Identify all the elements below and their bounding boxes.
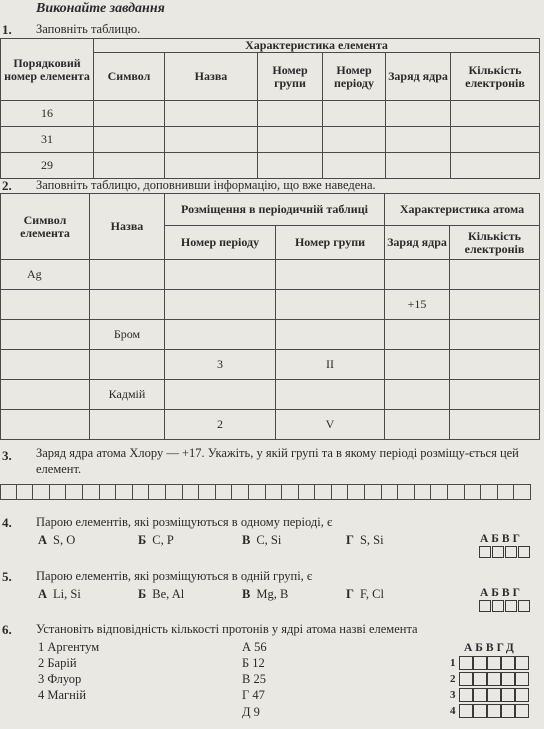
t2-cell[interactable]: Ag — [1, 260, 90, 290]
t1-cell[interactable] — [165, 153, 258, 179]
matrix-cell[interactable] — [459, 688, 473, 702]
task2-table — [0, 193, 540, 440]
matrix-row — [450, 703, 529, 719]
task5-option-c[interactable] — [242, 587, 288, 602]
t2-cell[interactable]: +15 — [385, 290, 450, 320]
answer-cell[interactable] — [448, 484, 465, 500]
task4-number: 4. — [2, 515, 12, 530]
matrix-row-number: 2 — [450, 673, 456, 685]
option-letter: В — [242, 533, 251, 547]
task4-option-b[interactable] — [138, 533, 174, 548]
matrix-cell[interactable] — [515, 672, 529, 686]
matrix-cell[interactable] — [501, 688, 515, 702]
task3-number: 3. — [2, 448, 12, 463]
t2-cell[interactable]: Кадмій — [90, 380, 165, 410]
task5-option-a[interactable] — [38, 587, 81, 602]
answer-cell[interactable] — [0, 484, 17, 500]
answer-cell[interactable] — [514, 484, 531, 500]
t2-cell[interactable] — [90, 410, 165, 440]
t2-cell[interactable] — [1, 320, 90, 350]
answer-cell[interactable] — [216, 484, 233, 500]
t2-cell[interactable] — [1, 410, 90, 440]
t2-col-charge: Заряд ядра — [385, 226, 450, 260]
answer-cell[interactable] — [166, 484, 183, 500]
matrix-cell[interactable] — [459, 656, 473, 670]
t1-cell[interactable] — [94, 101, 165, 127]
answer-cell[interactable] — [199, 484, 216, 500]
t1-cell[interactable] — [323, 101, 386, 127]
table-row — [1, 410, 540, 440]
t2-cell[interactable] — [450, 350, 540, 380]
matrix-cell[interactable] — [473, 656, 487, 670]
table-row — [1, 290, 540, 320]
answer-cell[interactable] — [83, 484, 100, 500]
matrix-cell[interactable] — [459, 672, 473, 686]
answer-cell[interactable] — [100, 484, 117, 500]
matrix-cell[interactable] — [473, 688, 487, 702]
t2-col-name: Назва — [90, 194, 165, 260]
matrix-cell[interactable] — [501, 704, 515, 718]
t2-cell[interactable] — [1, 290, 90, 320]
t2-cell[interactable]: II — [276, 350, 385, 380]
table-row — [1, 127, 540, 153]
option-letter: А — [38, 587, 48, 601]
t2-cell[interactable]: 3 — [165, 350, 276, 380]
task6-text: Установіть відповідність кількості протонів у ядрі атома назві елемента — [36, 622, 418, 636]
table-row — [1, 260, 540, 290]
matrix-row — [450, 687, 529, 703]
t2-cell[interactable] — [450, 320, 540, 350]
task6-number: 6. — [2, 622, 12, 637]
t1-cell[interactable] — [94, 153, 165, 179]
option-text: C, Si — [256, 533, 282, 547]
matrix-cell[interactable] — [501, 672, 515, 686]
page-title: Виконайте завдання — [36, 1, 165, 16]
answer-cell[interactable] — [365, 484, 382, 500]
answer-cell[interactable] — [348, 484, 365, 500]
table-row — [1, 101, 540, 127]
t2-cell[interactable] — [90, 260, 165, 290]
matrix-cell[interactable] — [487, 672, 501, 686]
task3-text: Заряд ядра атома Хлору — +17. Укажіть, у якій групі та в якому періоді розміщу-ється цей елемент. — [36, 446, 519, 476]
option-letter: Г — [346, 587, 354, 601]
t2-cell[interactable]: 2 — [165, 410, 276, 440]
t1-cell[interactable] — [386, 101, 451, 127]
t2-cell[interactable] — [1, 380, 90, 410]
matrix-cell[interactable] — [473, 704, 487, 718]
task4-option-c[interactable] — [242, 533, 281, 548]
t2-cell[interactable]: Бром — [90, 320, 165, 350]
task1-number: 1. — [2, 22, 12, 37]
t2-cell[interactable] — [1, 350, 90, 380]
answer-cell[interactable] — [17, 484, 34, 500]
task4-option-a[interactable] — [38, 533, 75, 548]
matrix-cell[interactable] — [515, 688, 529, 702]
answer-cell[interactable] — [66, 484, 83, 500]
t1-cell[interactable] — [165, 101, 258, 127]
t1-col-electrons: Кількість електронів — [451, 53, 540, 101]
task2-number: 2. — [2, 178, 12, 193]
task6-left-item: 1 Аргентум — [38, 640, 100, 654]
task4-answer-letters: АБВГ — [480, 533, 523, 545]
answer-cell[interactable] — [249, 484, 266, 500]
t2-cell[interactable] — [450, 290, 540, 320]
option-text: S, Si — [359, 533, 384, 547]
matrix-cell[interactable] — [487, 688, 501, 702]
t1-ordinal-cell[interactable]: 31 — [1, 127, 94, 153]
task5-answer-letters: АБВГ — [480, 587, 523, 599]
answer-cell[interactable] — [398, 484, 415, 500]
task3-answer-grid[interactable] — [0, 484, 531, 500]
answer-cell[interactable] — [149, 484, 166, 500]
t1-cell[interactable] — [451, 101, 540, 127]
matrix-cell[interactable] — [487, 656, 501, 670]
table-row — [1, 320, 540, 350]
t1-col-ordinal: Порядковий номер елемента — [1, 39, 94, 101]
t2-cell[interactable] — [385, 260, 450, 290]
t2-cell[interactable] — [385, 350, 450, 380]
task5-option-d[interactable] — [346, 587, 384, 602]
option-text: Mg, B — [256, 587, 289, 601]
t1-cell[interactable] — [258, 153, 323, 179]
option-text: C, P — [152, 533, 174, 547]
answer-cell[interactable] — [382, 484, 399, 500]
task6-left-item: 3 Флуор — [38, 672, 82, 686]
option-letter: Б — [138, 587, 147, 601]
matrix-cell[interactable] — [487, 704, 501, 718]
t2-col-symbol: Символ елемента — [1, 194, 90, 260]
t1-ordinal-cell[interactable]: 29 — [1, 153, 94, 179]
t2-cell[interactable] — [90, 290, 165, 320]
answer-cell[interactable] — [133, 484, 150, 500]
t1-col-group: Номер групи — [258, 53, 323, 101]
task1-text: Заповніть таблицю. — [36, 22, 141, 36]
t2-cell[interactable] — [90, 350, 165, 380]
option-text: Be, Al — [152, 587, 185, 601]
t2-cell[interactable] — [385, 410, 450, 440]
t2-group-char: Характеристика атома — [385, 194, 540, 226]
task2-text: Заповніть таблицю, доповнивши інформацію, що вже наведена. — [36, 178, 376, 192]
task5-text: Парою елементів, які розміщуються в одній групі, є — [36, 569, 313, 583]
t1-header-group: Характеристика елемента — [94, 39, 540, 53]
answer-cell[interactable] — [465, 484, 482, 500]
answer-cell[interactable] — [332, 484, 349, 500]
t2-cell[interactable] — [165, 290, 276, 320]
t2-cell[interactable] — [276, 320, 385, 350]
option-text: F, Cl — [359, 587, 384, 601]
matrix-cell[interactable] — [473, 672, 487, 686]
t1-cell[interactable] — [258, 127, 323, 153]
t1-col-period: Номер періоду — [323, 53, 386, 101]
task6-answer-matrix[interactable] — [450, 655, 529, 719]
task6-right-item: Д 9 — [242, 705, 260, 719]
answer-cell[interactable] — [299, 484, 316, 500]
t2-cell[interactable] — [385, 380, 450, 410]
t1-cell[interactable] — [323, 153, 386, 179]
option-letter: В — [242, 587, 251, 601]
t2-cell[interactable]: V — [276, 410, 385, 440]
t1-cell[interactable] — [323, 127, 386, 153]
answer-cell[interactable] — [282, 484, 299, 500]
t2-cell[interactable] — [276, 290, 385, 320]
t2-cell[interactable] — [450, 260, 540, 290]
task6-left-item: 2 Барій — [38, 656, 77, 670]
t1-col-charge: Заряд ядра — [386, 53, 451, 101]
answer-cell[interactable] — [183, 484, 200, 500]
t1-cell[interactable] — [451, 153, 540, 179]
t2-cell[interactable] — [276, 380, 385, 410]
matrix-cell[interactable] — [501, 656, 515, 670]
table-row — [1, 350, 540, 380]
t2-col-period: Номер періоду — [165, 226, 276, 260]
t1-cell[interactable] — [165, 127, 258, 153]
answer-cell[interactable] — [266, 484, 283, 500]
t2-group-position: Розміщення в періодичній таблиці — [165, 194, 385, 226]
t1-col-symbol: Символ — [94, 53, 165, 101]
matrix-row — [450, 655, 529, 671]
task6-left-item: 4 Магній — [38, 688, 87, 702]
matrix-cell[interactable] — [515, 704, 529, 718]
table-row — [1, 153, 540, 179]
option-text: Li, Si — [53, 587, 81, 601]
option-letter: Б — [138, 533, 147, 547]
task6-right-item: Г 47 — [242, 688, 265, 702]
t1-col-name: Назва — [165, 53, 258, 101]
task5-number: 5. — [2, 569, 12, 584]
matrix-row-number: 4 — [450, 705, 456, 717]
t1-cell[interactable] — [386, 127, 451, 153]
t2-cell[interactable] — [450, 380, 540, 410]
table-row — [1, 380, 540, 410]
t2-cell[interactable] — [165, 320, 276, 350]
answer-cell[interactable] — [116, 484, 133, 500]
task5-option-b[interactable] — [138, 587, 184, 602]
answer-cell[interactable] — [232, 484, 249, 500]
task1-table — [0, 38, 540, 179]
t2-cell[interactable] — [385, 320, 450, 350]
t2-cell[interactable] — [165, 260, 276, 290]
answer-cell[interactable] — [415, 484, 432, 500]
task6-right-item: А 56 — [242, 640, 267, 654]
t1-ordinal-cell[interactable]: 16 — [1, 101, 94, 127]
task6-answer-letters: АБВГД — [464, 642, 517, 654]
t1-cell[interactable] — [258, 101, 323, 127]
task5-answer-boxes[interactable] — [479, 600, 531, 612]
option-letter: А — [38, 533, 48, 547]
t2-cell[interactable] — [276, 260, 385, 290]
matrix-row — [450, 671, 529, 687]
option-letter: Г — [346, 533, 354, 547]
t2-col-group: Номер групи — [276, 226, 385, 260]
task6-right-item: Б 12 — [242, 656, 265, 670]
matrix-cell[interactable] — [459, 704, 473, 718]
t1-cell[interactable] — [386, 153, 451, 179]
t2-cell[interactable] — [165, 380, 276, 410]
matrix-cell[interactable] — [515, 656, 529, 670]
t1-cell[interactable] — [94, 127, 165, 153]
answer-cell[interactable] — [481, 484, 498, 500]
t2-col-electrons: Кількість електронів — [450, 226, 540, 260]
answer-cell[interactable] — [431, 484, 448, 500]
answer-cell[interactable] — [498, 484, 515, 500]
t2-cell[interactable] — [450, 410, 540, 440]
option-text: S, O — [53, 533, 76, 547]
task4-text: Парою елементів, які розміщуються в одному періоді, є — [36, 515, 333, 529]
task4-answer-boxes[interactable] — [479, 546, 531, 558]
matrix-row-number: 1 — [450, 657, 456, 669]
task6-right-item: В 25 — [242, 672, 266, 686]
t1-cell[interactable] — [451, 127, 540, 153]
task4-option-d[interactable] — [346, 533, 384, 548]
answer-cell[interactable] — [33, 484, 50, 500]
answer-cell[interactable] — [50, 484, 67, 500]
answer-cell[interactable] — [315, 484, 332, 500]
matrix-row-number: 3 — [450, 689, 456, 701]
